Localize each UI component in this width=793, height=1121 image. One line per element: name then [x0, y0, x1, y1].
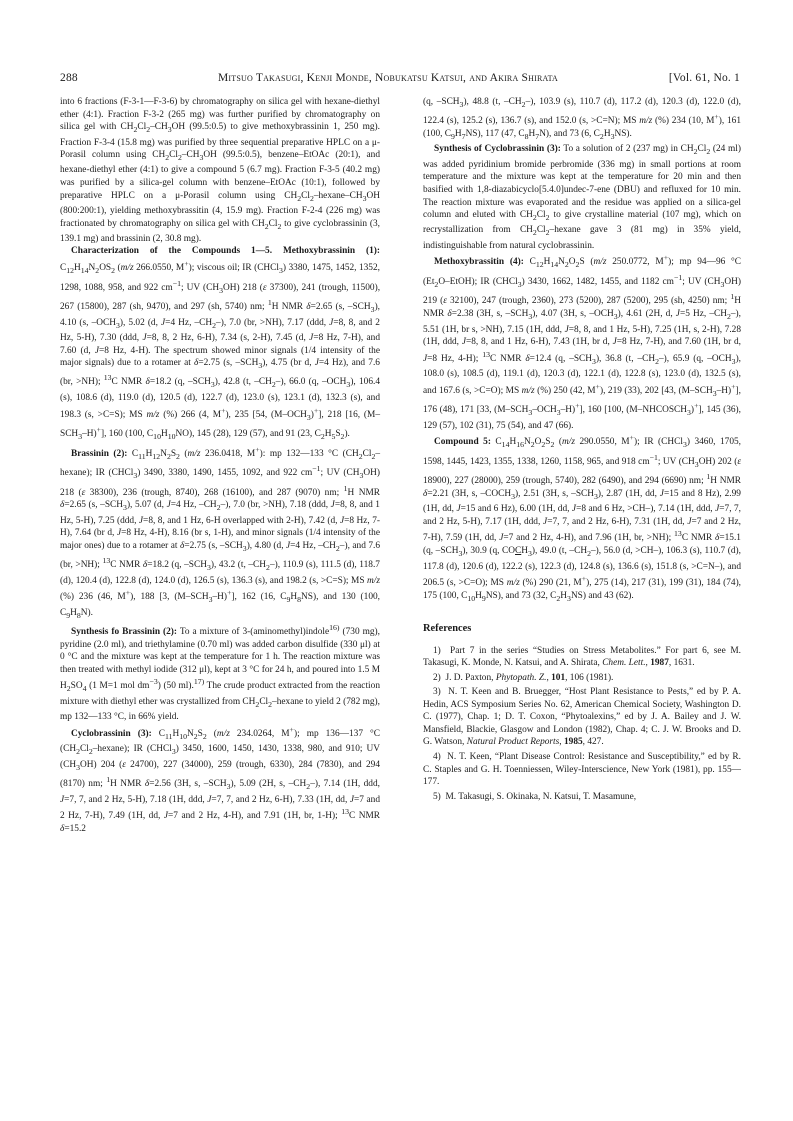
page-header — [60, 72, 740, 88]
left-column — [60, 96, 380, 835]
paragraph: Characterization of the Compounds 1—5. Methoxybrassinin (1): $C_{12}H_{14}N_2OS_2$ (m/z 266.0550, M+); viscous oil; IR (CHCl$_3$) 3380, 1475, 1452, 1352, 1298, 1088, 958, and 922 $cm^{-1}$; UV $(CH_3OH)$ 218 (ε 37300), 241 (trough, 11500), 267 (15800), 287 (sh, 9470), and 297 (sh, 5740) nm; $^1$H NMR δ=2.65 (s, $-SCH_3$), 4.10 (s, $-OCH_3$), 5.02 (d, J=4 Hz, $-CH_2-$), 7.0 (br, >NH), 7.17 (ddd, J=8, 8, and 2 Hz, 5-H), 7.30 (ddd, J=8, 8, 2 Hz, 6-H), 7.34 (s, 2-H), 7.45 (d, J=8 Hz, 7-H), and 7.60 (d, J=8 Hz, 4-H). The spectrum showed minor signals (1/4 intensity of the major signals) due to a rotamer at δ=2.75 (s, $-SCH_3$), 4.75 (br d, J=4 Hz), and 7.6 (br, >NH); $^{13}$C NMR δ=18.2 (q, $-SCH_3$), 42.8 (t, $-CH_2-$), 66.0 (q, $-OCH_3$), 106.4 (s), 108.6 (d), 119.0 (d), 120.5 (d), 122.7 (d), 123.0 (s), 123.1 (d), 132.3 (s), and 198.3 (s, >C=S); MS m/z (%) 266 (4, M+), 235 [54, $(M-OCH_3)^+$], 218 [16, $(M-SCH_3-H)^+$], 160 (100, $C_{10}H_{10}NO$), 145 (28), 129 (57), and 91 (23, $C_2H_5S_2$). — [60, 246, 381, 441]
page-number: 288 — [60, 72, 78, 84]
paragraph: (q, $-SCH_3$), 48.8 (t, $-CH_2-$), 103.9 (s), 110.7 (d), 117.2 (d), 120.3 (d), 122.0 (d), 122.4 (s), 125.2 (s), 136.7 (s), and 152.0 (s, >C=N); MS m/z (%) 234 (10, M+), 161 (100, $C_9H_7NS$), 117 (47, $C_8H_7N$), and 73 (6, $C_2H_3NS$). — [423, 97, 741, 141]
right-column — [423, 96, 741, 803]
reference-item: 1) Part 7 in the series “Studies on Stress Metabolites.” For part 6, see M. Takasugi, K. Monde, N. Katsui, and A. Shirata, Chem. Lett., 1987, 1631. — [423, 645, 741, 669]
paragraph: Synthesis of Cyclobrassinin (3): To a solution of 2 (237 mg) in $CH_2Cl_2$ (24 ml) was added pyridinium bromide perbromide (336 mg) in small portions at room temperature and the mixture was kept at the temperature for 20 min and then basified with 1,8-diazabicyclo[5.4.0]undec-7-ene (DBU) and refluxed for 10 min. The reaction mixture was evaporated and the residue was applied on a silica-gel column and eluted with $CH_2Cl_2$ to give crystalline material (107 mg), which on recrystallization from $CH_2Cl_2$–hexane gave 3 (81 mg) in 35% yield, indistinguishable from natural cyclobrassinin. — [423, 144, 741, 251]
reference-item: 3) N. T. Keen and B. Bruegger, “Host Plant Resistance to Pests,” ed by P. A. Hedin, ACS Symposium Series No. 62, American Chemical Society, Washington D. C. (1977), Chap. 1; D. T. Coxon, “Phytoalexins,” ed by J. A. Bailey and J. W. Mansfield, Blackie, Glasgow and London (1982), Chap. 4; C. J. W. Brooks and D. G. Watson, Natural Product Reports, 1985, 427. — [423, 687, 741, 748]
reference-item: 5) M. Takasugi, S. Okinaka, N. Katsui, T. Masamune, — [433, 791, 637, 802]
reference-item: 2) J. D. Paxton, Phytopath. Z., 101, 106 (1981). — [433, 672, 614, 683]
paragraph: Synthesis fo Brassinin (2): To a mixture of 3-(aminomethyl)indole$^{16)}$ (730 mg), pyridine (2.0 ml), and triethylamine (0.70 ml) was added carbon disulfide (330 μl) at 0 °C and the mixture was kept at the temperature for 1 h. The reaction mixture was then treated with methyl iodide (312 μl), kept at 3 °C for 24 h, and poured into 1.5 M $H_2SO_4$ (1 M=1 mol $dm^{-3}$) (50 ml).$^{17)}$ The crude product extracted from the reaction mixture with diethyl ether was crystallized from $CH_2Cl_2$–hexane to yield 2 (782 mg), mp 132—133 °C, in 66% yield. — [60, 623, 381, 723]
reference-item: 4) N. T. Keen, “Plant Disease Control: Resistance and Susceptibility,” ed by R. C. Staples and G. H. Toenniessen, Wiley-Interscience, New York (1981), pp. 155—177. — [423, 752, 741, 788]
paragraph: Compound 5: $C_{14}H_{16}N_2O_2S_2$ (m/z 290.0550, M+); IR (CHCl$_3$) 3460, 1705, 1598, 1445, 1423, 1355, 1338, 1260, 1158, 965, and 918 $cm^{-1}$; UV $(CH_3OH)$ 202 (ε 18900), 227 (28000), 259 (trough, 5740), 282 (6490), and 294 (6690) nm; $^1$H NMR δ=2.21 (3H, s, $-COCH_3$), 2.51 (3H, s, $-SCH_3$), 2.87 (1H, dd, J=15 and 8 Hz), 2.99 (1H, dd, J=15 and 6 Hz), 6.00 (1H, dd, J=8 and 6 Hz, >CH–), 7.14 (1H, ddd, J=7, 7, and 2 Hz, 5-H), 7.17 (1H, ddd, J=7, 7, and 2 Hz, 6-H), 7.31 (1H, dd, J=7 and 2 Hz, 7-H), 7.59 (1H, dd, J=7 and 2 Hz, 4-H), and 7.96 (1H, br, >NH); $^{13}$C NMR δ=15.1 (q, $-SCH_3$), 30.9 (q, $COCH_3$), 49.0 (t, $-CH_2-$), 56.0 (d, >CH–), 106.3 (s), 110.7 (d), 117.8 (d), 120.6 (d), 122.2 (s), 122.3 (d), 124.8 (s), 136.6 (s), 151.8 (s, >C=N–), and 206.5 (s, >C=O); MS m/z (%) 290 (21, M+), 275 (14), 217 (31), 199 (31), 184 (74), 175 (100, $C_{10}H_9NS$), and 73 (32, $C_2H_3NS$) and 43 (62). — [423, 433, 742, 603]
paragraph: Cyclobrassinin (3): $C_{11}H_{10}N_2S_2$ (m/z 234.0264, M+); mp 136—137 °C $(CH_2Cl_2-hexane)$; IR (CHCl$_3$) 3450, 1600, 1450, 1430, 1338, 980, and 910; UV $(CH_3OH)$ 204 (ε 24700), 227 (34000), 259 (trough, 6330), 284 (7830), and 294 (8170) nm; $^1$H NMR δ=2.56 (3H, s, $-SCH_3$), 5.09 (2H, s, $-CH_2-$), 7.14 (1H, ddd, J=7, 7, and 2 Hz, 5-H), 7.18 (1H, ddd, J=7, 7, and 2 Hz, 6-H), 7.33 (1H, dd, J=7 and 2 Hz, 7-H), 7.49 (1H, dd, J=7 and 2 Hz, 4-H), and 7.91 (1H, br, 1-H); $^{13}$C NMR δ=15.2 — [60, 724, 381, 834]
paragraph: into 6 fractions (F-3-1—F-3-6) by chromatography on silica gel with hexane-diethyl ether (4:1). Fraction F-3-2 (265 mg) was further purified by chromatography on silica gel with $CH_2Cl_2-CH_3OH$ (99.5:0.5) to give methoxybrassinin 1, 250 mg). Fraction F-3-4 (15.8 mg) was purified by three sequential preparative HPLC on a μ-Porasil column using $CH_2Cl_2-CH_3OH$ (99.5:0.5), benzene–EtOAc (20:1), and hexane-diethyl ether (4:1) to give a compound 5 (6.7 mg). Fraction F-3-5 (40.2 mg) was purified by a silica-gel column with benzene–EtOAc (10:1), followed by preparative HPLC on a μ-Porasil column using $CH_2Cl_2-hexane-CH_3OH$ (800:200:1), yielding methoxybrassitin (4, 15.9 mg). Fraction F-2-4 (226 mg) was fractionated by chromatography on silica gel with $CH_2Cl_2$ to give cyclobrassinin (3, 139.1 mg) and brassinin (2, 30.8 mg). — [60, 97, 381, 244]
running-authors: Mitsuo Takasugi, Kenji Monde, Nobukatsu Katsui, and Akira Shirata — [218, 72, 559, 84]
references-heading: References — [423, 623, 472, 635]
paragraph: Methoxybrassitin (4): $C_{12}H_{14}N_2O_2S$ (m/z 250.0772, M+); mp 94—96 °C $(Et_2O-EtOH)$; IR (CHCl$_3$) 3430, 1662, 1482, 1455, and 1182 $cm^{-1}$; UV $(CH_3OH)$ 219 (ε 32100), 247 (trough, 2360), 273 (5200), 287 (5200), 295 (sh, 4250) nm; $^1$H NMR δ=2.38 (3H, s, $-SCH_3$), 4.07 (3H, s, $-OCH_3$), 4.61 (2H, d, J=5 Hz, $-CH_2-$), 5.51 (1H, br s, >NH), 7.15 (1H, ddd, J=8, 8, and 1 Hz, 5-H), 7.25 (1H, s, 2-H), 7.28 (1H, ddd, J=8, 8, and 1 Hz, 6-H), 7.43 (1H, br d, J=8 Hz, 7-H), and 7.60 (1H, br d, J=8 Hz, 4-H); $^{13}$C NMR δ=12.4 (q, $-SCH_3$), 36.8 (t, $-CH_2-$), 65.9 (q, $-OCH_3$), 108.0 (s), 108.5 (d), 119.1 (d), 120.3 (d), 122.1 (d), 122.8 (s), 123.0 (d), 132.5 (s), and 167.6 (s, >C=O); MS m/z (%) 250 (42, M+), 219 (33), 202 [43, $(M-SCH_3-H)^+$], 176 (48), 171 [33, $(M-SCH_3-OCH_3-H)^+$], 160 [100, $(M-NHCOSCH_3)^+$], 145 (36), 129 (57), 102 (31), 75 (54), and 47 (66). — [423, 253, 742, 431]
journal-volume: [Vol. 61, No. 1 — [668, 72, 740, 84]
paragraph: Brassinin (2): $C_{11}H_{12}N_2S_2$ (m/z 236.0418, M+): mp 132—133 °C $(CH_2Cl_2-hexane)$; IR (CHCl$_3$) 3490, 3380, 1490, 1455, 1092, and 922 $cm^{-1}$; UV $(CH_3OH)$ 218 (ε 38300), 236 (trough, 8740), 268 (16100), and 287 (9070) nm; $^1$H NMR δ=2.65 (s, $-SCH_3$), 5.07 (d, J=4 Hz, $-CH_2-$), 7.0 (br, >NH), 7.18 (ddd, J=8, 8, and 1 Hz, 5-H), 7.25 (ddd, J=8, 8, and 1 Hz, 6-H overlapped with 2-H), 7.42 (d, J=8 Hz, 7-H), 7.64 (br d, J=8 Hz, 4-H), 8.16 (br s, 1-H), and minor signals (1/4 intensity of the major ones) due to a rotamer at δ=2.75 (s, $-SCH_3$), 4.80 (d, J=4 Hz, $-CH_2-$), and 7.6 (br, >NH); $^{13}$C NMR δ=18.2 (q, $-SCH_3$), 43.2 (t, $-CH_2-$), 110.9 (s), 111.5 (d), 118.7 (d), 120.4 (d), 122.8 (d), 124.0 (d), 126.5 (s), 136.3 (s), and 198.2 (s, >C=S); MS m/z (%) 236 (46, M+), 188 [3, $(M-SCH_3-H)^+$], 162 (16, $C_9H_8NS$), and 130 (100, $C_9H_8N$). — [60, 444, 381, 620]
